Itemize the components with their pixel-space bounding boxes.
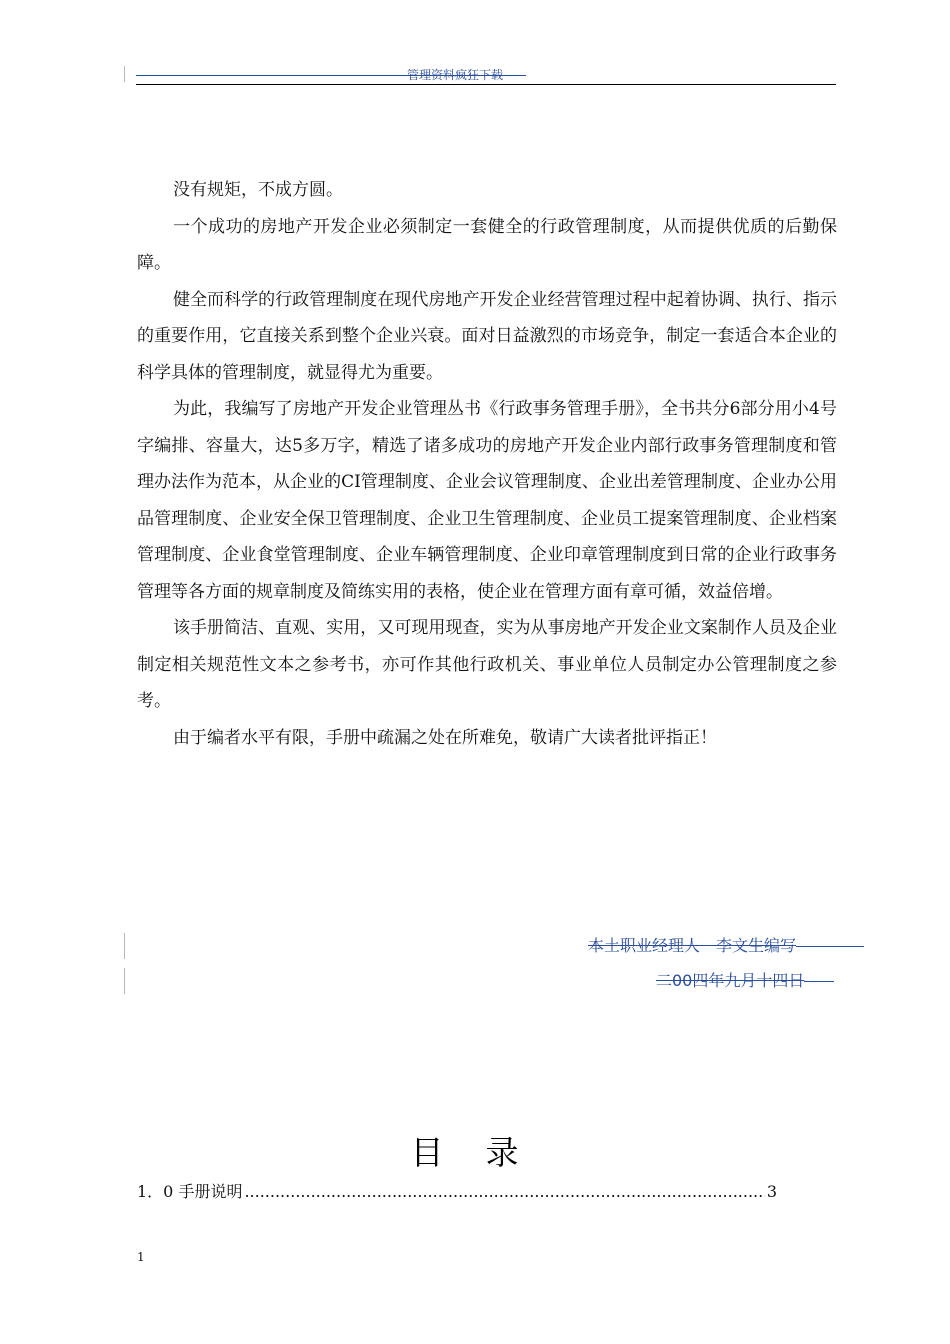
header-rule [136,84,836,85]
paragraph: 为此，我编写了房地产开发企业管理丛书《行政事务管理手册》，全书共分6部分用小4号字编排、容量大，达5多万字，精选了诸多成功的房地产开发企业内部行政事务管理制度和管理办法作为范本，从企业的CI管理制度、企业会议管理制度、企业出差管理制度、企业办公用品管理制度、企业安全保卫管理制度、企业卫生管理制度、企业员工提案管理制度、企业档案管理制度、企业食堂管理制度、企业车辆管理制度、企业印章管理制度到日常的企业行政事务管理等各方面的规章制度及简练实用的表格，使企业在管理方面有章可循，效益倍增。 [137,399,837,602]
signature-margin-mark [124,968,125,994]
revision-line [796,946,864,947]
toc-entry-page: 3 [766,1182,777,1201]
toc-entry[interactable] [137,1181,777,1203]
paragraph: 没有规矩，不成方圆。 [173,180,343,200]
paragraph: 健全而科学的行政管理制度在现代房地产开发企业经营管理过程中起着协调、执行、指示的重要作用，它直接关系到整个企业兴衰。面对日益激烈的市场竞争，制定一套适合本企业的科学具体的管理制度，就显得尤为重要。 [137,289,837,383]
toc-leader-dots [244,1181,764,1203]
signature-author [588,935,864,957]
signature-author-text: 本土职业经理人 李文生编写 [588,936,797,955]
header-margin-mark [124,66,125,82]
toc-title: 目录 [410,1133,561,1172]
revision-line [804,981,834,982]
paragraph: 该手册简洁、直观、实用，又可现用现查，实为从事房地产开发企业文案制作人员及企业制定相关规范性文本之参考书，亦可作其他行政机关、事业单位人员制定办公管理制度之参考。 [137,618,837,711]
signature-margin-mark [124,933,125,959]
paragraph: 由于编者水平有限，手册中疏漏之处在所难免，敬请广大读者批评指正！ [173,727,717,748]
paragraph: 一个成功的房地产开发企业必须制定一套健全的行政管理制度，从而提供优质的后勤保障。 [137,216,837,273]
header-text: 管理资料疯狂下载 [407,68,504,82]
preface-body [137,172,837,756]
toc-entry-label: 1．0 手册说明 [137,1182,243,1201]
signature-date [656,970,834,992]
page-number: 1 [137,1250,145,1264]
signature-date-text: 二00四年九月十四日 [656,971,805,990]
